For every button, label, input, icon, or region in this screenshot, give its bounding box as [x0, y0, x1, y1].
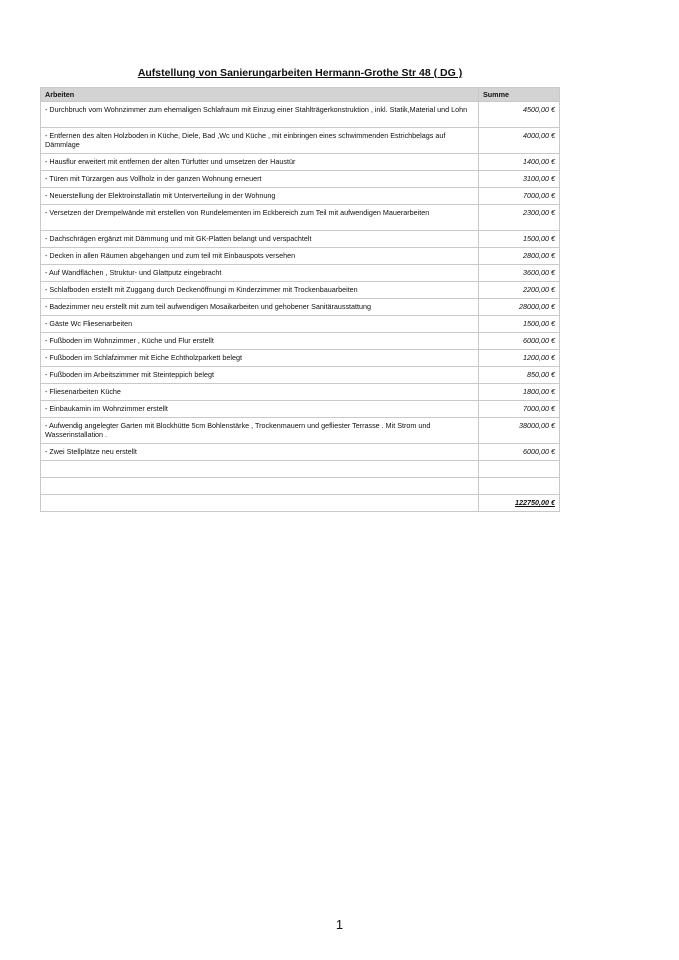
row-amount: 1800,00 €	[479, 384, 560, 401]
row-amount: 6000,00 €	[479, 444, 560, 461]
row-amount: 2300,00 €	[479, 205, 560, 231]
row-work: - Türen mit Türzargen aus Vollholz in der ganzen Wohnung erneuert	[41, 171, 479, 188]
row-work: - Fußboden im Schlafzimmer mit Eiche Echtholzparkett belegt	[41, 350, 479, 367]
row-amount: 3600,00 €	[479, 265, 560, 282]
row-amount: 3100,00 €	[479, 171, 560, 188]
table-row	[41, 154, 560, 171]
row-work: - Gäste Wc Fliesenarbeiten	[41, 316, 479, 333]
row-amount: 4000,00 €	[479, 128, 560, 154]
row-work: - Versetzen der Drempelwände mit erstellen von Rundelementen im Eckbereich zum Teil mit aufwendigen Mauerarbeiten	[41, 205, 479, 231]
table-row	[41, 231, 560, 248]
row-amount: 7000,00 €	[479, 188, 560, 205]
row-work: - Entfernen des alten Holzboden in Küche, Diele, Bad ,Wc und Küche , mit einbringen eines schwimmenden Estrichbelags auf Dämmlage	[41, 128, 479, 154]
row-amount: 4500,00 €	[479, 102, 560, 128]
row-work: - Dachschrägen ergänzt mit Dämmung und mit GK-Platten belangt und verspachtelt	[41, 231, 479, 248]
row-work: - Zwei Stellplätze neu erstellt	[41, 444, 479, 461]
row-amount: 850,00 €	[479, 367, 560, 384]
page-number: 1	[335, 917, 344, 932]
row-amount: 38000,00 €	[479, 418, 560, 444]
row-work: - Neuerstellung der Elektroinstallatin mit Unterverteilung in der Wohnung	[41, 188, 479, 205]
total-row	[41, 495, 560, 512]
empty-row	[41, 461, 560, 478]
table-row	[41, 367, 560, 384]
cost-table	[40, 87, 560, 512]
table-row	[41, 299, 560, 316]
row-work: - Fußboden im Wohnzimmer , Küche und Flur erstellt	[41, 333, 479, 350]
empty-cell	[479, 478, 560, 495]
empty-cell	[41, 478, 479, 495]
table-row	[41, 401, 560, 418]
table-row	[41, 384, 560, 401]
row-work: - Decken in allen Räumen abgehangen und zum teil mit Einbauspots versehen	[41, 248, 479, 265]
row-work: - Hausflur erweitert mit entfernen der alten Türfutter und umsetzen der Haustür	[41, 154, 479, 171]
table-row	[41, 128, 560, 154]
row-work: - Fußboden im Arbeitszimmer mit Steinteppich belegt	[41, 367, 479, 384]
table-row	[41, 248, 560, 265]
empty-row	[41, 478, 560, 495]
table-row	[41, 171, 560, 188]
row-work: - Schlafboden erstellt mit Zuggang durch Deckenöffnungi m Kinderzimmer mit Trockenbauarbeiten	[41, 282, 479, 299]
header-work: Arbeiten	[41, 88, 479, 102]
table-row	[41, 282, 560, 299]
row-amount: 1400,00 €	[479, 154, 560, 171]
row-work: - Badezimmer neu erstellt mit zum teil aufwendigen Mosaikarbeiten und gehobener Sanitärausstattung	[41, 299, 479, 316]
row-amount: 2800,00 €	[479, 248, 560, 265]
table-row	[41, 265, 560, 282]
empty-cell	[479, 461, 560, 478]
table-row	[41, 444, 560, 461]
row-amount: 7000,00 €	[479, 401, 560, 418]
row-work: - Fliesenarbeiten Küche	[41, 384, 479, 401]
table-row	[41, 350, 560, 367]
table-row	[41, 333, 560, 350]
row-work: - Auf Wandflächen , Struktur- und Glattputz eingebracht	[41, 265, 479, 282]
table-row	[41, 188, 560, 205]
table-row	[41, 418, 560, 444]
total-amount: 122750,00 €	[479, 495, 560, 512]
header-sum: Summe	[479, 88, 560, 102]
total-label-cell	[41, 495, 479, 512]
row-work: - Aufwendig angelegter Garten mit Blockhütte 5cm Bohlenstärke , Trockenmauern und gefliester Terrasse . Mit Strom und Wasserinstallation .	[41, 418, 479, 444]
row-amount: 1500,00 €	[479, 316, 560, 333]
table-header-row	[41, 88, 560, 102]
row-amount: 1500,00 €	[479, 231, 560, 248]
table-row	[41, 316, 560, 333]
row-amount: 2200,00 €	[479, 282, 560, 299]
row-amount: 28000,00 €	[479, 299, 560, 316]
row-amount: 1200,00 €	[479, 350, 560, 367]
row-work: - Einbaukamin im Wohnzimmer erstellt	[41, 401, 479, 418]
table-row	[41, 205, 560, 231]
document-title: Aufstellung von Sanierungarbeiten Hermann-Grothe Str 48 ( DG )	[137, 67, 463, 79]
row-amount: 6000,00 €	[479, 333, 560, 350]
row-work: - Durchbruch vom Wohnzimmer zum ehemaligen Schlafraum mit Einzug einer Stahlträgerkonstruktion , inkl. Statik,Material und Lohn	[41, 102, 479, 128]
table-row	[41, 102, 560, 128]
empty-cell	[41, 461, 479, 478]
